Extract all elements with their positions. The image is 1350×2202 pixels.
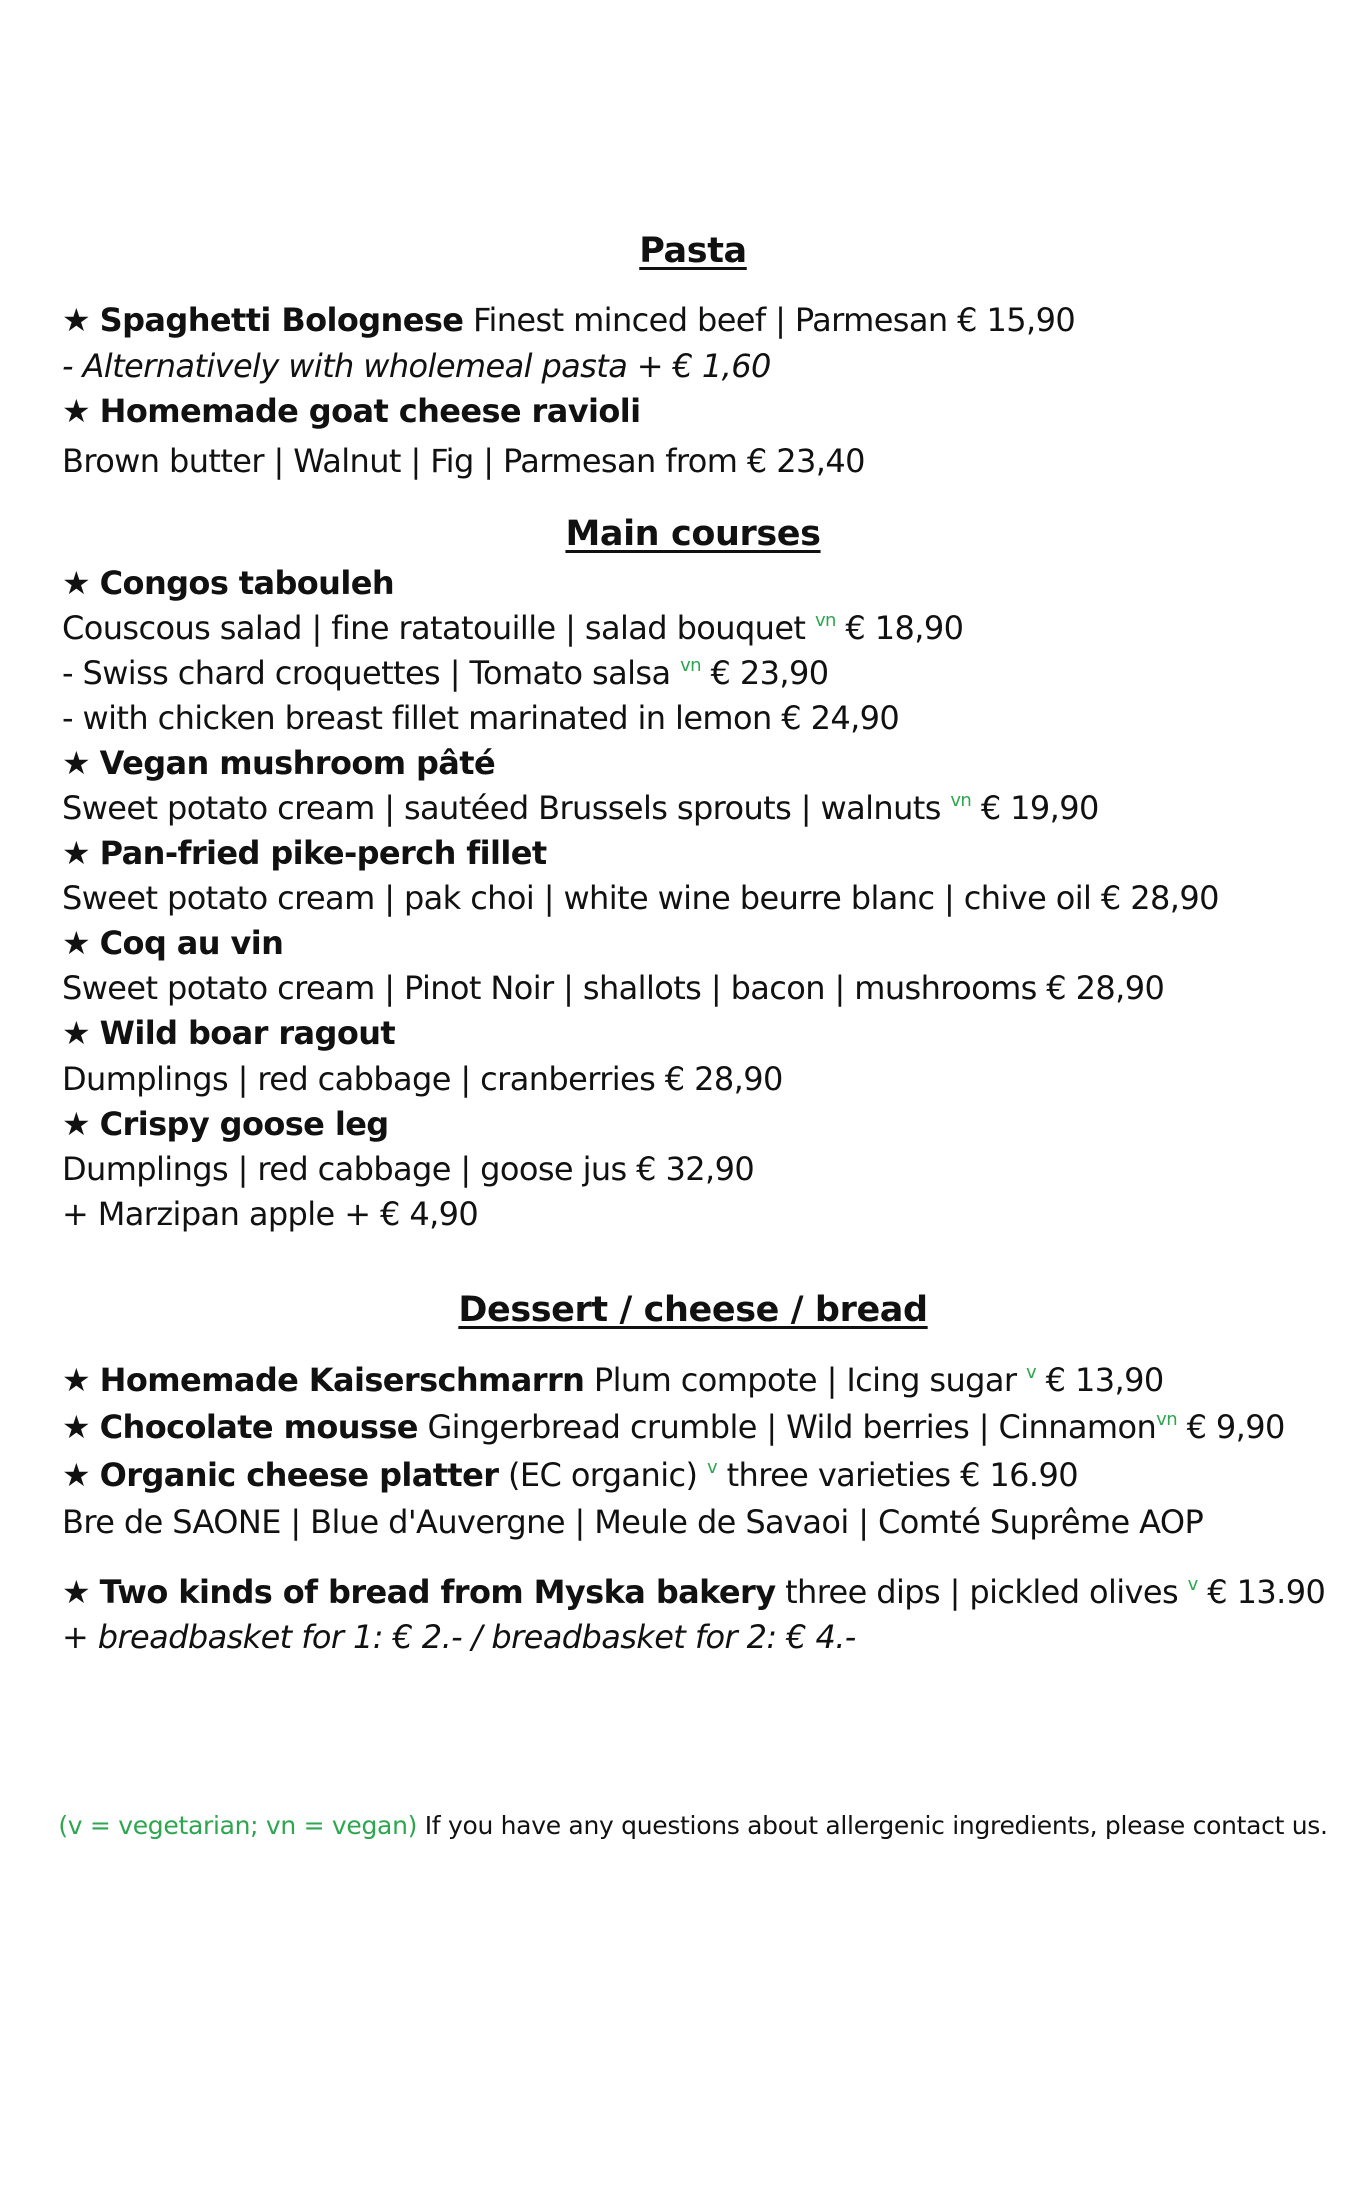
star-icon: ★	[62, 1361, 91, 1399]
star-icon: ★	[62, 1105, 91, 1143]
vegan-tag: vn	[950, 790, 972, 811]
star-icon: ★	[62, 301, 91, 339]
dish-qualifier: (EC organic)	[508, 1456, 698, 1494]
price: € 13,90	[1045, 1361, 1164, 1399]
vegetarian-tag: v	[1026, 1362, 1037, 1383]
dish-name: Homemade Kaiserschmarrn	[99, 1361, 585, 1399]
star-icon: ★	[62, 1573, 91, 1611]
dish-name: Chocolate mousse	[99, 1408, 418, 1446]
dish-description: Bre de SAONE | Blue d'Auvergne | Meule de Savaoi | Comté Suprême AOP	[62, 1503, 1204, 1541]
dish-name: Homemade goat cheese ravioli	[99, 392, 641, 430]
dish-name: Pan-fried pike-perch fillet	[99, 834, 547, 872]
dish-name: Spaghetti Bolognese	[99, 301, 464, 339]
dish-description: Plum compote | Icing sugar	[593, 1361, 1017, 1399]
star-icon: ★	[62, 744, 91, 782]
dish-name: Coq au vin	[99, 924, 284, 962]
star-icon: ★	[62, 564, 91, 602]
dish-description: three varieties € 16.90	[726, 1456, 1079, 1494]
dish-name: Congos tabouleh	[99, 564, 395, 602]
menu-item-cheese-platter	[62, 1453, 1078, 1497]
star-icon: ★	[62, 924, 91, 962]
dish-note: + breadbasket for 1: € 2.- / breadbasket for 2: € 4.-	[62, 1618, 856, 1656]
dish-name: Crispy goose leg	[99, 1105, 389, 1143]
dish-option: - with chicken breast fillet marinated in lemon € 24,90	[62, 699, 900, 737]
dish-name: Wild boar ragout	[99, 1014, 396, 1052]
dish-name: Two kinds of bread from Myska bakery	[99, 1573, 776, 1611]
menu-item-tabouleh	[62, 561, 394, 605]
dish-description: Couscous salad | fine ratatouille | salad bouquet $^{vn}$ € 18,90	[62, 609, 964, 647]
price: € 9,90	[1186, 1408, 1285, 1446]
price: € 19,90	[980, 789, 1099, 827]
price: € 13.90	[1207, 1573, 1326, 1611]
section-heading-pasta: Pasta	[639, 231, 747, 271]
dish-description: Sweet potato cream | sautéed Brussels sprouts | walnuts $^{vn}$ € 19,90	[62, 789, 1099, 827]
allergen-note: If you have any questions about allergenic ingredients, please contact us.	[424, 1811, 1328, 1840]
dish-description: Sweet potato cream | Pinot Noir | shallots | bacon | mushrooms € 28,90	[62, 969, 1165, 1007]
vegan-tag: vn	[814, 610, 836, 631]
dish-description: Dumplings | red cabbage | goose jus € 32,90	[62, 1150, 755, 1188]
dish-option: - Swiss chard croquettes | Tomato salsa $^{vn}$ € 23,90	[62, 654, 829, 692]
diet-legend: (v = vegetarian; vn = vegan)	[58, 1811, 418, 1840]
dish-description: Brown butter | Walnut | Fig | Parmesan from € 23,40	[62, 442, 865, 480]
star-icon: ★	[62, 834, 91, 872]
vegan-tag: vn	[1156, 1409, 1178, 1430]
star-icon: ★	[62, 392, 91, 430]
dish-note: - Alternatively with wholemeal pasta + € 1,60	[62, 347, 771, 385]
dish-description: three dips | pickled olives	[785, 1573, 1179, 1611]
vegetarian-tag: v	[1187, 1574, 1198, 1595]
price: € 18,90	[845, 609, 964, 647]
dish-description: Dumplings | red cabbage | cranberries € 28,90	[62, 1060, 783, 1098]
menu-item-bread	[62, 1570, 1325, 1614]
dish-description: Sweet potato cream | pak choi | white wine beurre blanc | chive oil € 28,90	[62, 879, 1219, 917]
section-heading-main-courses: Main courses	[565, 514, 821, 554]
menu-item-kaiserschmarrn	[62, 1358, 1164, 1402]
menu-item-goose-leg	[62, 1102, 389, 1146]
star-icon: ★	[62, 1456, 91, 1494]
star-icon: ★	[62, 1408, 91, 1446]
dish-option: + Marzipan apple + € 4,90	[62, 1195, 479, 1233]
price: € 23,90	[710, 654, 829, 692]
menu-item-spaghetti	[62, 298, 1075, 342]
dish-name: Organic cheese platter	[99, 1456, 499, 1494]
menu-item-coq-au-vin	[62, 921, 283, 965]
menu-item-ravioli	[62, 389, 640, 433]
vegan-tag: vn	[680, 655, 701, 676]
dish-description: Gingerbread crumble | Wild berries | Cinnamon	[427, 1408, 1157, 1446]
menu-item-chocolate-mousse	[62, 1405, 1285, 1449]
dish-name: Vegan mushroom pâté	[99, 744, 496, 782]
star-icon: ★	[62, 1014, 91, 1052]
menu-item-wild-boar	[62, 1011, 395, 1055]
dish-description: Finest minced beef | Parmesan € 15,90	[472, 301, 1076, 339]
allergen-footnote	[0, 1808, 1350, 1844]
menu-item-pike-perch	[62, 831, 547, 875]
vegetarian-tag: v	[706, 1457, 718, 1478]
menu-item-mushroom-pate	[62, 741, 495, 785]
section-heading-dessert: Dessert / cheese / bread	[458, 1290, 928, 1330]
